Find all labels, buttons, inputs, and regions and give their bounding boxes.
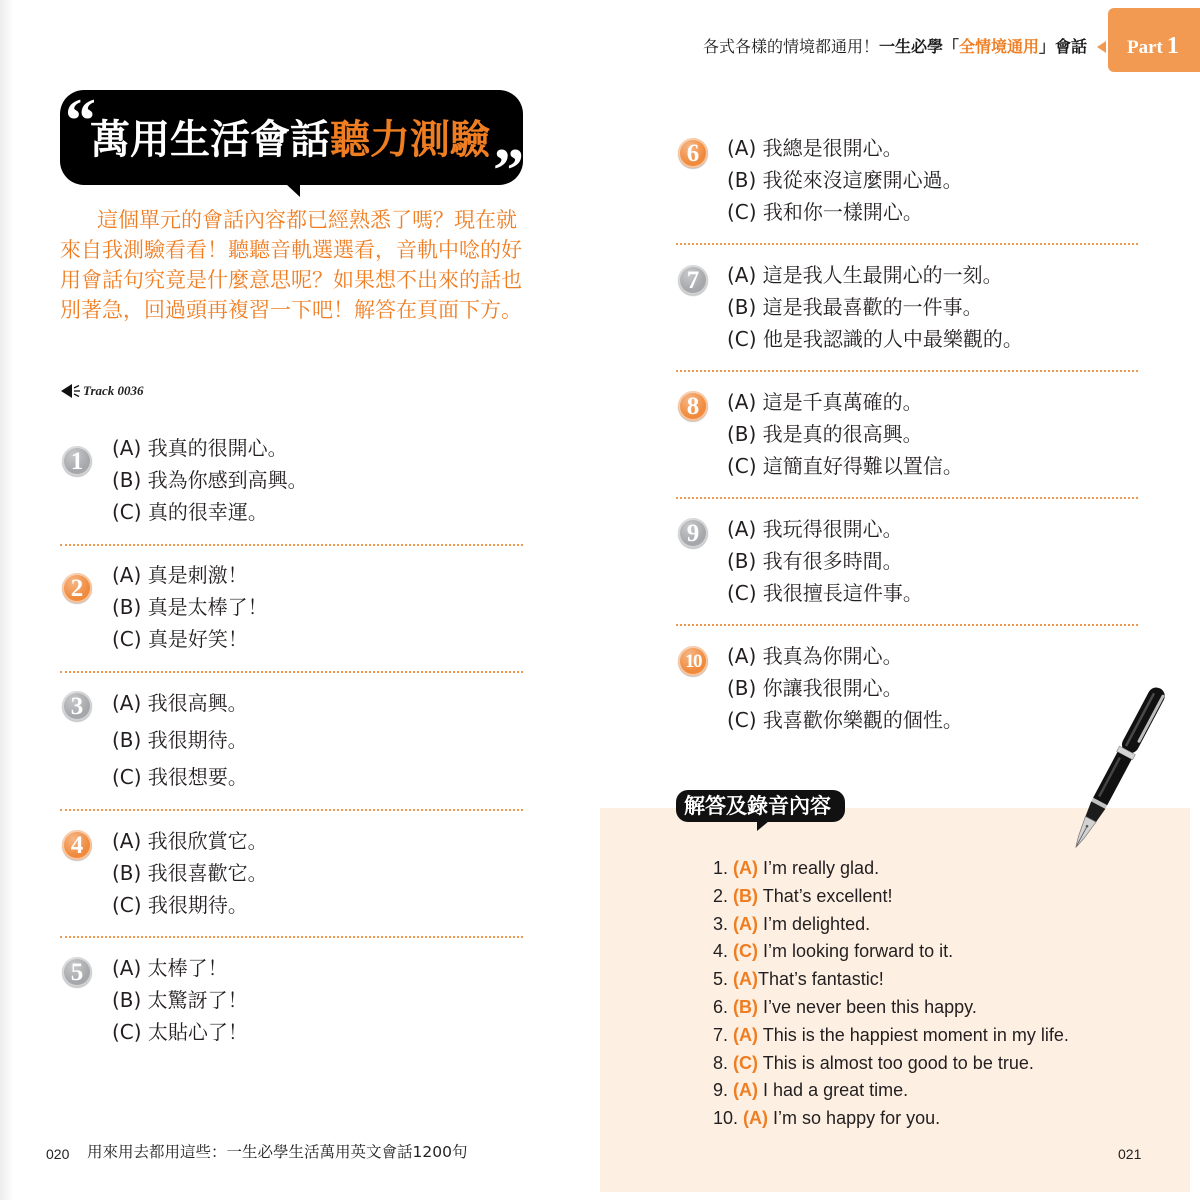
part-tab-label: Part [1127,37,1163,58]
option-a: (A) 我玩得很開心。 [727,517,903,541]
option-b: (B) 我有很多時間。 [727,549,903,573]
answer-number: 6. [713,996,729,1017]
header-highlight: 全情境通用 [959,37,1040,56]
answer-item [713,855,1069,883]
answer-choice: (A) [733,913,759,934]
close-quote-mark: ” [493,137,524,205]
dotted-separator [676,624,1138,626]
answer-text: I’ve never been this happy. [758,996,977,1017]
option-c: (C) 我很期待。 [112,893,248,917]
header-tail: 」會話 [1039,37,1088,56]
answer-choice: (B) [733,885,759,906]
answer-choice: (B) [733,996,759,1017]
answer-item [713,911,1069,939]
dotted-separator [60,544,523,546]
question-8-options [727,386,963,482]
option-c: (C) 太貼心了！ [112,1020,248,1044]
dotted-separator [676,243,1138,245]
option-a: (A) 我很高興。 [112,691,248,715]
option-c: (C) 我喜歡你樂觀的個性。 [727,708,963,732]
part-tab-text [1127,33,1179,62]
answer-item [713,883,1069,911]
question-6-number-badge: 6 [678,138,708,168]
answer-number: 9. [713,1080,729,1101]
answer-number: 5. [713,969,729,990]
option-a: (A) 太棒了！ [112,956,228,980]
option-b: (B) 這是我最喜歡的一件事。 [727,295,983,319]
dotted-separator [60,809,523,811]
answers-heading-tail [757,821,769,831]
dotted-separator [676,370,1138,372]
question-10-number-badge: 10 [678,646,708,676]
answer-text: I’m so happy for you. [768,1108,941,1129]
option-c: (C) 真是好笑！ [112,627,248,651]
answer-item [713,994,1069,1022]
title-speech-bubble [60,87,524,205]
option-c: (C) 我很想要。 [112,765,248,789]
question-8-number-badge: 8 [678,391,708,421]
answer-number: 4. [713,941,729,962]
answer-item [713,938,1069,966]
answer-text: I’m looking forward to it. [758,941,954,962]
fountain-pen-icon [1040,670,1200,870]
title-bubble-tail [286,184,300,197]
answer-text: That’s excellent! [758,885,893,906]
audio-track-label [60,382,180,400]
option-a: (A) 我總是很開心。 [727,136,903,160]
option-a: (A) 我真的很開心。 [112,436,288,460]
question-2-options [112,559,268,655]
answer-item [713,1022,1069,1050]
speaker-icon [60,383,82,399]
option-a: (A) 我很欣賞它。 [112,829,268,853]
answer-list [713,855,1069,1133]
option-b: (B) 我為你感到高興。 [112,468,308,492]
title-white-part: 萬用生活會話 [90,117,330,163]
question-1-options [112,432,308,528]
intro-line: 別著急，回過頭再複習一下吧！解答在頁面下方。 [60,298,522,322]
page-title [90,119,490,161]
answer-text: This is the happiest moment in my life. [758,1024,1069,1045]
option-c: (C) 我和你一樣開心。 [727,200,923,224]
question-10-options [727,640,963,736]
answer-item [713,1105,1069,1133]
dotted-separator [60,936,523,938]
option-b: (B) 我從來沒這麼開心過。 [727,168,963,192]
track-number: Track 0036 [83,383,144,398]
answer-number: 7. [713,1024,729,1045]
answer-number: 10. [713,1108,739,1129]
option-a: (A) 這是千真萬確的。 [727,390,923,414]
running-header [703,37,1087,57]
answer-text: I had a great time. [758,1080,909,1101]
answers-heading: 解答及錄音內容 [676,790,845,822]
left-page-number: 020 [46,1146,70,1162]
question-3-options [112,685,248,796]
question-1-number-badge: 1 [62,446,92,476]
option-b: (B) 真是太棒了！ [112,595,268,619]
answer-choice: (C) [733,1052,759,1073]
answer-text: I’m delighted. [758,913,871,934]
option-a: (A) 真是刺激！ [112,563,248,587]
answer-number: 1. [713,858,729,878]
question-7-number-badge: 7 [678,265,708,295]
answer-item [713,1077,1069,1105]
answer-text: This is almost too good to be true. [758,1052,1034,1073]
intro-line: 來自我測驗看看！聽聽音軌選選看，音軌中唸的好 [60,238,522,262]
option-b: (B) 我是真的很高興。 [727,422,923,446]
open-quote-mark: “ [65,87,96,155]
option-c: (C) 真的很幸運。 [112,500,268,524]
answer-item [713,966,1069,994]
answer-text: That’s fantastic! [758,969,884,990]
option-c: (C) 他是我認識的人中最樂觀的。 [727,327,1023,351]
answer-text: I’m really glad. [758,858,880,878]
answer-number: 3. [713,913,729,934]
answer-item [713,1050,1069,1078]
answer-choice: (A) [733,969,759,990]
part-tab-number: 1 [1166,33,1179,59]
intro-line: 用會話句究竟是什麼意思呢？如果想不出來的話也 [60,268,522,292]
header-lead: 一生必學「 [879,37,960,56]
option-b: (B) 我很喜歡它。 [112,861,268,885]
option-a: (A) 我真為你開心。 [727,644,903,668]
question-9-options [727,513,923,609]
question-4-options [112,825,268,921]
answer-choice: (A) [733,858,759,878]
intro-line: 這個單元的會話內容都已經熟悉了嗎？現在就 [97,208,517,232]
header-arrow-icon [1097,41,1106,53]
option-b: (B) 我很期待。 [112,728,248,752]
question-9-number-badge: 9 [678,518,708,548]
question-4-number-badge: 4 [62,830,92,860]
dotted-separator [60,671,523,673]
answer-number: 8. [713,1052,729,1073]
option-b: (B) 太驚訝了！ [112,988,248,1012]
option-a: (A) 這是我人生最開心的一刻。 [727,263,1003,287]
option-b: (B) 你讓我很開心。 [727,676,903,700]
answer-choice: (A) [733,1024,759,1045]
part-tab [1108,8,1200,72]
question-2-number-badge: 2 [62,573,92,603]
answer-number: 2. [713,885,729,906]
dotted-separator [676,497,1138,499]
book-title-footer: 用來用去都用這些：一生必學生活萬用英文會話1200句 [87,1143,468,1161]
question-6-options [727,132,963,228]
answer-choice: (A) [733,1080,759,1101]
title-orange-part: 聽力測驗 [330,117,490,163]
page-edge-shadow [0,0,14,1200]
option-c: (C) 這簡直好得難以置信。 [727,454,963,478]
answer-choice: (A) [743,1108,769,1129]
intro-paragraph [60,205,522,325]
answer-choice: (C) [733,941,759,962]
question-3-number-badge: 3 [62,691,92,721]
question-7-options [727,259,1023,355]
header-intro: 各式各樣的情境都通用！ [703,37,880,56]
right-page-number: 021 [1118,1146,1142,1162]
question-5-options [112,952,248,1048]
question-5-number-badge: 5 [62,957,92,987]
option-c: (C) 我很擅長這件事。 [727,581,923,605]
